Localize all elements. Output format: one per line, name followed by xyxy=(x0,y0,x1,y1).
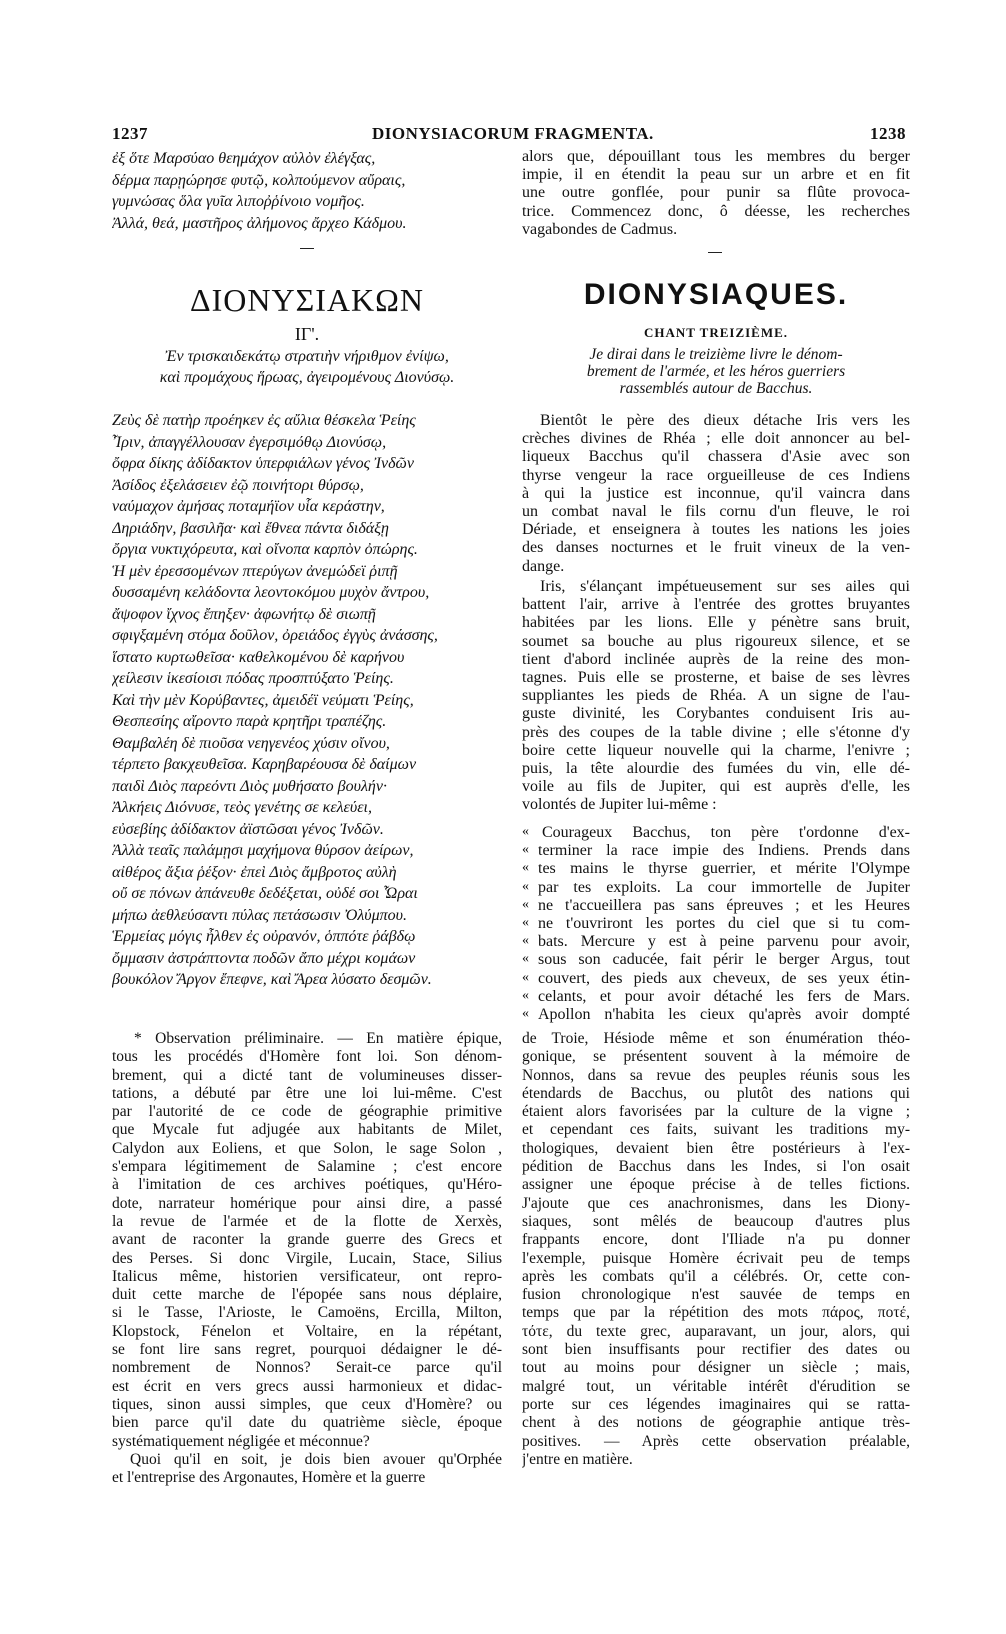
footnote-line: que Mycale fut adjugée aux habitants de Milet, xyxy=(112,1121,502,1139)
greek-verse: ὄμμασιν ἀστράπτοντα ποδῶν ἄπο μέχρι κομάων xyxy=(112,949,416,967)
french-line: tagnes. Puis elle se prosterne, et baise de ses lèvres xyxy=(522,669,910,687)
french-line: des danses nocturnes et le fruit vineux de la ven- xyxy=(522,539,910,557)
greek-argument xyxy=(112,346,502,388)
footnote-line: systématiquement négligée et méconnue? xyxy=(112,1432,370,1450)
footnote-line: dote, narrateur homérique pour ainsi dire, a passé xyxy=(112,1194,502,1212)
french-line: guste divinité, les Corybantes conduisent Iris au- xyxy=(522,705,910,723)
greek-verse: δυσσαμένη κελάδοντα λεοντοκόμου μυχὸν ἄντρου, xyxy=(112,584,430,601)
footnote-line: fusion chronologique n'est sauvée de temps en xyxy=(522,1286,910,1304)
footnote-line: τότε, du texte grec, auparavant, un jour, alors, qui xyxy=(522,1322,910,1340)
quote-mark: « xyxy=(522,824,529,839)
greek-verse: Ἀλκήεις Διόνυσε, τεὸς γενέτης σε κελεύει, xyxy=(112,799,372,816)
quote-line: Courageux Bacchus, ton père t'ordonne d'ex- xyxy=(542,824,910,841)
greek-verse: ναύμαχον ἀμήσας ποταμήϊον υἷα κεράστην, xyxy=(112,498,385,515)
quote-mark: « xyxy=(522,969,529,985)
greek-verse: ὄργια νυκτιχόρευτα, καὶ οἴνοπα καρπὸν ὀπώρης. xyxy=(112,541,418,558)
quote-line-wrap xyxy=(522,915,910,933)
french-line: puis, la tête alourdie des fumées du vin, elle dé- xyxy=(522,760,910,778)
footnote-line: assigner une époque précise à de telles fictions. xyxy=(522,1176,910,1194)
footnote-line: tiques, sinon aussi simples, que ceux d'Homère? ou xyxy=(112,1395,502,1413)
french-line: voile au fils de Jupiter, qui est auprès d'elle, les xyxy=(522,778,910,796)
footnote-line: nombrement de Nonnos? Serait-ce parce qu'il xyxy=(112,1359,502,1377)
greek-book-title: ΔΙΟΝΥΣΙΑΚΩΝ xyxy=(190,282,424,318)
separator-dash xyxy=(708,252,722,253)
greek-verse: εὐσεβίης ἀδίδακτον ἀϊστῶσαι γένος Ἰνδῶν. xyxy=(112,820,384,838)
argument-line: καὶ προμάχους ἥρωας, ἀγειρομένους Διονύσῳ. xyxy=(159,369,455,386)
greek-verse: Ἀσίδος ἐξελάσειεν ἐῷ ποινήτορι θύρσῳ, xyxy=(112,476,364,494)
footnote-line: Nonnos, dans sa revue des peuples réunis sous les xyxy=(522,1066,910,1084)
quote-mark: « xyxy=(522,933,529,949)
french-paragraph-2 xyxy=(522,578,910,815)
french-chant-label: CHANT TREIZIÈME. xyxy=(643,325,789,340)
footnote-line: frappants encore, dont l'Iliade n'a pu donner xyxy=(522,1231,910,1249)
footnote-line: temps que par la répétition des mots πάρος, ποτέ, xyxy=(522,1304,910,1322)
footnote-line: à l'imitation de ces archives poétiques, qu'Héro- xyxy=(112,1176,502,1194)
greek-verse: Ἶριν, ἀπαγγέλλουσαν ἐγερσιμόθῳ Διονύσῳ, xyxy=(112,433,387,451)
greek-verse: ὄφρα δίκης ἀδίδακτον ὑπερφιάλων γένος Ἰνδῶν xyxy=(112,455,414,472)
french-line: tient d'abord inclinée auprès de la reine des mon- xyxy=(522,650,910,668)
footnote-line: siaques, sont mêlés de beaucoup d'autres plus xyxy=(522,1212,910,1230)
footnote-line: * Observation préliminaire. — En matière épique, xyxy=(134,1030,502,1047)
greek-line: γυμνώσας ὅλα γυῖα λιποῤῥίνοιο νομῆος. xyxy=(112,193,365,210)
french-argument xyxy=(522,346,910,397)
greek-verse: Ἡ μὲν ἐρεσσομένων πτερύγων ἀνεμώδεϊ ῥιπῇ xyxy=(112,562,398,580)
quote-mark: « xyxy=(522,860,529,876)
footnote-line: brement, qui a dicté tant de volumineuses disser- xyxy=(112,1066,502,1084)
footnote-line: malgré tout, un véritable intérêt d'érudition se xyxy=(522,1377,910,1395)
greek-verse: Ζεὺς δὲ πατὴρ προέηκεν ἐς αὔλια θέσκελα Ῥείης xyxy=(112,412,416,429)
quote-line: sous son caducée, fait périr le berger Argus, tout xyxy=(538,951,910,969)
quote-line: Apollon n'habita les cieux qu'après avoir dompté xyxy=(538,1006,910,1024)
footnote-line: j'entre en matière. xyxy=(522,1450,633,1468)
french-line: Iris, s'élançant impétueusement sur ses ailes qui xyxy=(540,578,910,595)
greek-book-number: ΙΓ'. xyxy=(294,324,320,344)
footnote-line: positives. — Après cette observation préalable, xyxy=(522,1432,910,1450)
footnote-line: thologiques, devaient bien être postérieurs à l'ex- xyxy=(522,1139,910,1157)
quote-line-wrap xyxy=(522,988,910,1006)
french-book-title: DIONYSIAQUES. xyxy=(583,278,849,311)
footnote-line: étendards de Bacchus, ou plutôt des nations qui xyxy=(522,1084,910,1102)
footnote-line: est écrit en vers grecs aussi harmonieux et didac- xyxy=(112,1377,502,1395)
footnote-line: l'exemple, puisque Homère écrivait peu de temps xyxy=(522,1249,910,1267)
footnote-line: après les combats qu'il a célébrés. Or, cette con- xyxy=(522,1267,910,1285)
footnote-line: J'ajoute que ces anachronismes, dans les Diony- xyxy=(522,1194,910,1212)
footnote-line: si le Tasse, l'Arioste, le Camoëns, Ercilla, Milton, xyxy=(112,1304,502,1322)
quote-line-wrap xyxy=(522,1006,910,1024)
footnote-line: pédition de Bacchus dans les Indes, si l'on osait xyxy=(522,1158,910,1176)
footnote-line: la revue de l'armée et de la flotte de Xerxès, xyxy=(112,1212,502,1230)
french-line: Bientôt le père des dieux détache Iris vers les xyxy=(540,412,910,429)
quote-line: tes mains le thyrse guerrier, et mérite l'Olympe xyxy=(538,860,910,878)
greek-verse: Δηριάδην, βασιλῆα· καὶ ἔθνεα πάντα διδάξῃ xyxy=(112,519,389,537)
french-line: Dériade, et enseignera à toutes les nations les joies xyxy=(522,521,910,539)
quote-line: celants, et pour avoir détaché les fers de Mars. xyxy=(538,987,910,1005)
quote-mark: « xyxy=(522,915,529,931)
quote-line-wrap xyxy=(522,879,910,897)
greek-verse: ἄψοφον ἴχνος ἔπηξεν· ἀφωνήτῳ δὲ σιωπῇ xyxy=(112,605,376,623)
french-line: habitées par les lions. Elle y pénètre sans bruit, xyxy=(522,614,910,632)
french-line: volontés de Jupiter lui-même : xyxy=(522,796,717,814)
quote-line: terminer la race impie des Indiens. Prends dans xyxy=(538,842,910,860)
french-line: vagabondes de Cadmus. xyxy=(522,220,678,238)
french-line: un combat naval le fils cornu d'un fleuve, le roi xyxy=(522,503,910,521)
french-line: impie, il en étendit la peau sur un arbre et en fit xyxy=(522,166,910,184)
argument-line: Ἐν τρισκαιδεκάτῳ στρατιὴν νήριθμον ἐνίψω, xyxy=(165,348,449,365)
french-line: trice. Commencez donc, ô déesse, les recherches xyxy=(522,202,910,220)
footnote-line: Quoi qu'il en soit, je dois bien avouer qu'Orphée xyxy=(130,1450,502,1468)
french-line: alors que, dépouillant tous les membres du berger xyxy=(522,148,910,165)
footnote-line: Italicus même, historien versificateur, ont repro- xyxy=(112,1267,502,1285)
greek-verse: Καὶ τὴν μὲν Κορύβαντες, ἀμειδέϊ νεύματι Ῥείης, xyxy=(112,691,414,709)
greek-verse: μήπω ἀεθλεύσαντι πύλας πετάσωσιν Ὀλύμπου. xyxy=(112,906,408,924)
page-number-right: 1238 xyxy=(870,124,906,143)
footnote-line: Calydon aux Eoliens, et que Solon, le sage Solon , xyxy=(112,1139,502,1157)
french-line: thyrse vengeur la race orgueilleuse de ces Indiens xyxy=(522,466,910,484)
argument-line: rassemblés autour de Bacchus. xyxy=(619,380,813,397)
quote-line-wrap xyxy=(522,897,910,915)
quote-line: ne t'ouvriront les portes du ciel que si tu com- xyxy=(538,915,910,933)
greek-verse: οὔ σε πόνων ἀπάνευθε δεδέξεται, οὐδέ σοι Ὧραι xyxy=(112,885,418,902)
french-paragraph-1 xyxy=(522,412,910,576)
quote-mark: « xyxy=(522,951,529,967)
greek-verse: αἰθέρος ἄξια ῥέξον· ἐπεὶ Διὸς ἄμβροτος αὐλὴ xyxy=(112,863,397,881)
greek-line: Ἀλλά, θεά, μαστῆρος ἀλήμονος ἄρχεο Κάδμου. xyxy=(112,214,407,232)
footnote-right xyxy=(522,1030,910,1469)
footnote-line: Klopstock, Fénelon et Voltaire, en la répétant, xyxy=(112,1322,502,1340)
footnote-line: porte sur ces légendes imaginaires qui se ratta- xyxy=(522,1395,910,1413)
french-line: dange. xyxy=(522,557,565,575)
argument-line: Je dirai dans le treizième livre le dénom- xyxy=(589,346,843,363)
greek-verse: χείλεσιν ἱκεσίοισι πόδας προσπτύξατο Ῥείης. xyxy=(112,670,394,687)
footnote-line: bien parce qu'il date du quatrième siècle, époque xyxy=(112,1414,502,1432)
footnote-line: étaient alors favorisées par la culture de la vigne ; xyxy=(522,1103,910,1121)
french-line: crèches divines de Rhéa ; elle doit annoncer au bel- xyxy=(522,430,910,448)
quote-mark: « xyxy=(522,987,529,1003)
quote-mark: « xyxy=(522,896,529,912)
french-top-lines xyxy=(522,148,910,239)
page-number-left: 1237 xyxy=(112,124,148,143)
french-line: à qui la justice est inconnue, qu'il vaincra dans xyxy=(522,484,910,502)
greek-verse: Ἀλλὰ τεαῖς παλάμῃσι μαχήμονα θύρσον ἀείρων, xyxy=(112,842,414,859)
greek-verse: παιδὶ Διὸς παρεόντι Διὸς μυθήσατο βουλήν· xyxy=(112,777,387,795)
quote-mark: « xyxy=(522,842,529,858)
footnote-line: avant de raconter la grande guerre des Grecs et xyxy=(112,1231,502,1249)
quote-line: bats. Mercure y est à peine parvenu pour avoir, xyxy=(538,933,910,951)
quote-line: couvert, des pieds aux cheveux, de ses yeux étin- xyxy=(538,969,910,987)
french-line: une outre gonflée, pour punir sa flûte provoca- xyxy=(522,184,910,202)
quote-line: par tes exploits. La cour immortelle de Jupiter xyxy=(538,878,910,896)
footnote-left xyxy=(112,1030,502,1487)
footnote-line: tout au moins pour désigner un siècle ; mais, xyxy=(522,1359,910,1377)
argument-line: brement de l'armée, et les héros guerriers xyxy=(586,363,846,380)
footnote-line: et l'entreprise des Argonautes, Homère et la guerre xyxy=(112,1469,426,1487)
quote-line: ne t'accueillera pas sans épreuves ; et les Heures xyxy=(538,896,910,914)
header-title: DIONYSIACORUM FRAGMENTA. xyxy=(372,124,654,143)
running-header xyxy=(0,124,1006,148)
footnote-line: des Perses. Si donc Virgile, Lucain, Stace, Silius xyxy=(112,1249,502,1267)
separator-dash xyxy=(300,248,314,249)
quote-mark: « xyxy=(522,878,529,894)
footnote-line: par l'autorité de ce code de géographie primitive xyxy=(112,1103,502,1121)
greek-verse: σφιγξαμένη στόμα δοῦλον, ὀρειάδος ἐγγὺς ἀνάσσης, xyxy=(112,627,438,644)
footnote-line: tous les procédés d'Homère font loi. Son dénom- xyxy=(112,1048,502,1066)
french-line: soumet sa bouche au plus rigoureux silence, et se xyxy=(522,632,910,650)
french-quote xyxy=(522,824,910,1024)
footnote-line: et cependant ces faits, suivant les traditions my- xyxy=(522,1121,910,1139)
quote-line-wrap xyxy=(522,860,910,878)
greek-verse: βουκόλον Ἄργον ἔπεφνε, καὶ Ἄρεα λύσατο δεσμῶν. xyxy=(112,971,432,988)
quote-mark: « xyxy=(522,1006,529,1022)
greek-top-lines xyxy=(112,148,502,234)
french-line: battent l'air, arrive à l'entrée des grottes bruyantes xyxy=(522,596,910,614)
greek-verse: τέρπετο βακχευθεῖσα. Καρηβαρέουσα δὲ δαίμων xyxy=(112,756,417,773)
greek-verse: ἵστατο κυρτωθεῖσα· καθελκομένου δὲ καρήνου xyxy=(112,648,405,666)
footnote-line: s'empara légitimement de Salamine ; c'est encore xyxy=(112,1158,502,1176)
greek-line: δέρμα παρῃώρησε φυτῷ, κολπούμενον αὔραις, xyxy=(112,171,406,189)
greek-verse: Θαμβαλέη δὲ πιοῦσα νεηγενέος χύσιν οἴνου, xyxy=(112,734,390,752)
footnote-line: chent à des notions de géographie antique très- xyxy=(522,1414,910,1432)
french-line: liqueux Bacchus qu'il chassera d'Asie avec son xyxy=(522,448,910,466)
quote-line-wrap xyxy=(522,951,910,969)
quote-line-wrap xyxy=(522,970,910,988)
quote-line-wrap xyxy=(522,933,910,951)
footnote-line: duit cette marche de l'épopée sans nous déplaire, xyxy=(112,1286,502,1304)
greek-verse: Ἑρμείας μόγις ἦλθεν ἐς οὐρανόν, ὁππότε ῥάβδῳ xyxy=(112,928,416,945)
quote-line-wrap xyxy=(522,824,910,842)
french-line: près des coupes de la table divine ; elle s'étonne d'y xyxy=(522,723,910,741)
footnote-line: gonique, se présentent souvent à la mémoire de xyxy=(522,1048,910,1066)
french-line: suppliantes les pieds de Rhéa. A un signe de l'au- xyxy=(522,687,910,705)
footnote-line: de Troie, Hésiode même et son énumération théo- xyxy=(522,1030,910,1047)
greek-line: ἐξ ὅτε Μαρσύαο θεημάχον αὐλὸν ἐλέγξας, xyxy=(112,150,376,167)
footnote-line: se font lire sans regret, pourquoi dédaigner le dé- xyxy=(112,1341,502,1359)
greek-verse: Θεσπεσίης αἴροντο παρὰ κρητῆρι τραπέζης. xyxy=(112,713,387,730)
french-line: boire cette liqueur nouvelle qui la charme, l'enivre ; xyxy=(522,741,910,759)
footnote-line: sont bien insuffisants pour rectifier des dates ou xyxy=(522,1341,910,1359)
greek-verses xyxy=(112,410,504,991)
footnote-line: tations, a débuté par être une loi lui-même. C'est xyxy=(112,1084,502,1102)
quote-line-wrap xyxy=(522,842,910,860)
